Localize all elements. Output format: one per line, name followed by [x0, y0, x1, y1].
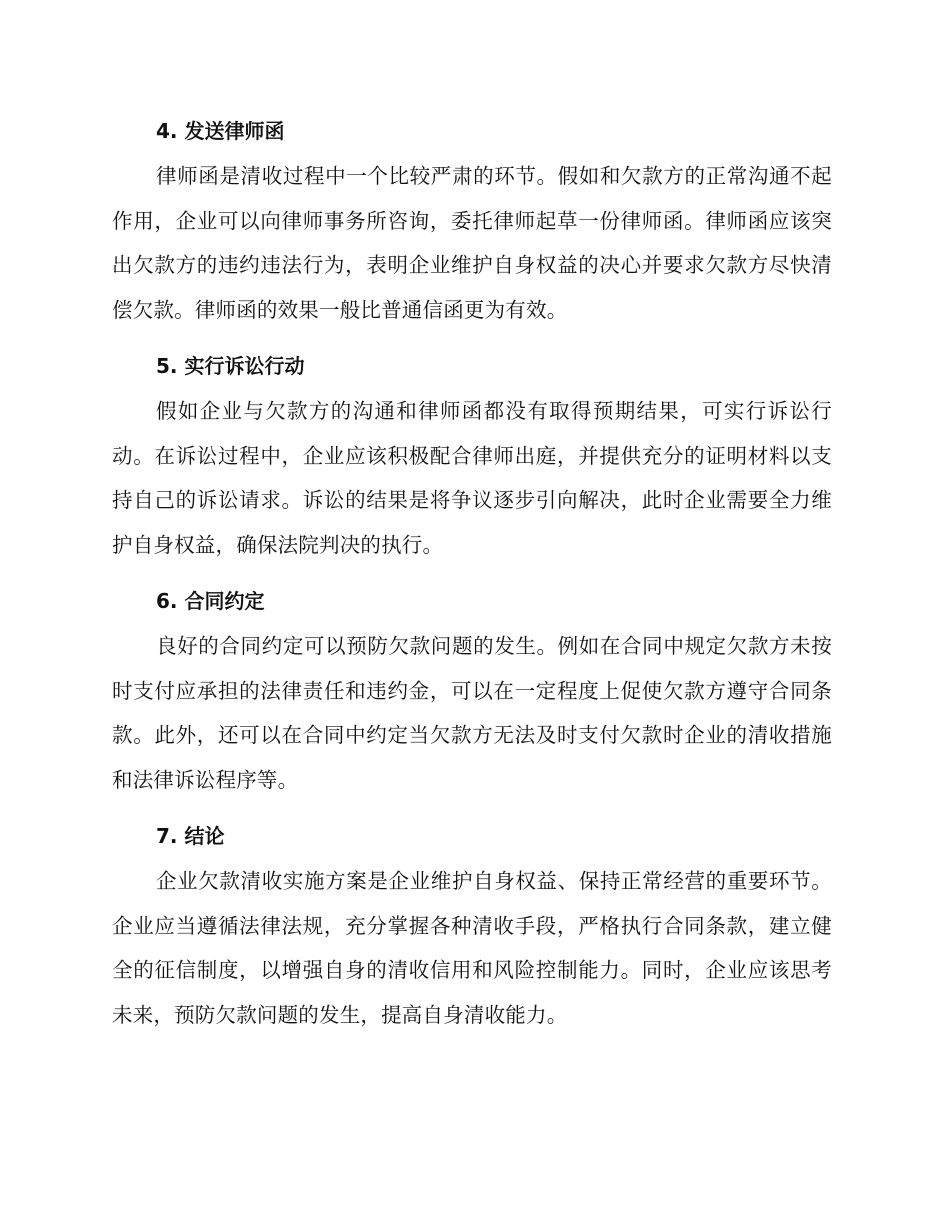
section-conclusion: [112, 813, 832, 1037]
section-heading: 7. 结论: [156, 824, 225, 848]
section-contract-terms: [112, 578, 832, 802]
section-heading: 4. 发送律师函: [156, 119, 285, 143]
section-heading: 6. 合同约定: [156, 589, 265, 613]
section-send-lawyer-letter: [112, 108, 832, 332]
section-paragraph: 良好的合同约定可以预防欠款问题的发生。例如在合同中规定欠款方未按时支付应承担的法律责任和违约金，可以在一定程度上促使欠款方遵守合同条款。此外，还可以在合同中约定当欠款方无法及时支付欠款时企业的清收措施和法律诉讼程序等。: [112, 634, 832, 792]
section-heading: 5. 实行诉讼行动: [156, 354, 305, 378]
section-paragraph: 企业欠款清收实施方案是企业维护自身权益、保持正常经营的重要环节。企业应当遵循法律法规，充分掌握各种清收手段，严格执行合同条款，建立健全的征信制度，以增强自身的清收信用和风险控制能力。同时，企业应该思考未来，预防欠款问题的发生，提高自身清收能力。: [112, 869, 832, 1027]
section-litigation: [112, 343, 832, 567]
document-body: [112, 108, 832, 1048]
section-paragraph: 律师函是清收过程中一个比较严肃的环节。假如和欠款方的正常沟通不起作用，企业可以向律师事务所咨询，委托律师起草一份律师函。律师函应该突出欠款方的违约违法行为，表明企业维护自身权益的决心并要求欠款方尽快清偿欠款。律师函的效果一般比普通信函更为有效。: [112, 164, 832, 322]
section-paragraph: 假如企业与欠款方的沟通和律师函都没有取得预期结果，可实行诉讼行动。在诉讼过程中，企业应该积极配合律师出庭，并提供充分的证明材料以支持自己的诉讼请求。诉讼的结果是将争议逐步引向解决，此时企业需要全力维护自身权益，确保法院判决的执行。: [112, 399, 832, 557]
